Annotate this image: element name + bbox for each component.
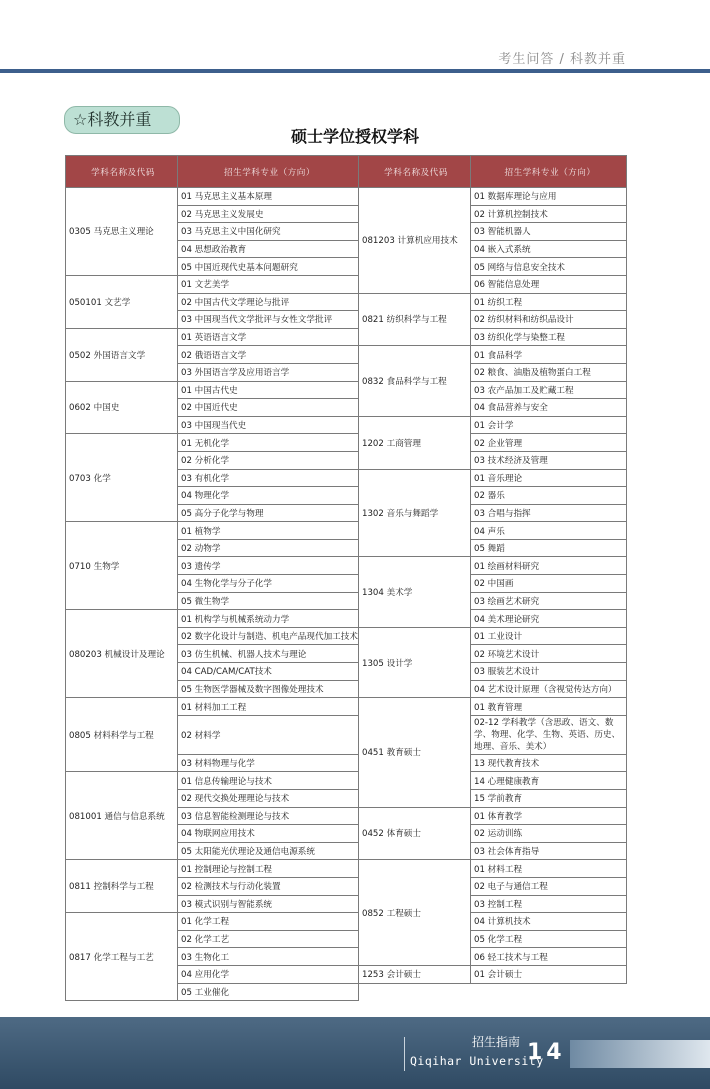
table-row: [66, 434, 627, 452]
major-item-right: 03 绘画艺术研究: [471, 592, 627, 610]
major-item-left: 03 材料物理与化学: [178, 754, 359, 772]
header-discipline-right: 学科名称及代码: [359, 156, 471, 188]
major-item-right: 02 企业管理: [471, 434, 627, 452]
major-item-left: 05 微生物学: [178, 592, 359, 610]
discipline-name-left: 0805 材料科学与工程: [66, 698, 178, 772]
table-row: [66, 913, 627, 931]
major-item-left: 01 马克思主义基本原理: [178, 188, 359, 206]
header-discipline-left: 学科名称及代码: [66, 156, 178, 188]
major-item-left: 04 物联网应用技术: [178, 825, 359, 843]
footer-gradient-bar: [570, 1040, 710, 1068]
major-item-right: 02 中国画: [471, 575, 627, 593]
major-item-right: 03 合唱与指挥: [471, 504, 627, 522]
major-item-right: 03 纺织化学与染整工程: [471, 328, 627, 346]
major-item-right: 03 智能机器人: [471, 223, 627, 241]
discipline-name-left: 081001 通信与信息系统: [66, 772, 178, 860]
discipline-name-right: 0451 教育硕士: [359, 698, 471, 807]
major-item-left: 02 马克思主义发展史: [178, 205, 359, 223]
table-row: [66, 275, 627, 293]
major-item-left: 03 马克思主义中国化研究: [178, 223, 359, 241]
major-item-right: 02 粮食、油脂及植物蛋白工程: [471, 363, 627, 381]
major-item-left: 01 无机化学: [178, 434, 359, 452]
page-title: 硕士学位授权学科: [290, 127, 419, 146]
major-item-right: 01 数据库理论与应用: [471, 188, 627, 206]
discipline-name-left: 0817 化学工程与工艺: [66, 913, 178, 1001]
major-item-right: 01 食品科学: [471, 346, 627, 364]
major-item-right: 04 美术理论研究: [471, 610, 627, 628]
table-row: [66, 860, 627, 878]
discipline-name-left: 0710 生物学: [66, 522, 178, 610]
discipline-name-right: 0452 体育硕士: [359, 807, 471, 860]
major-item-left: 02 俄语语言文学: [178, 346, 359, 364]
major-item-left: 01 中国古代史: [178, 381, 359, 399]
footer-university: Qiqihar University: [410, 1054, 544, 1068]
table-row: [66, 772, 627, 790]
major-item-left: 05 高分子化学与物理: [178, 504, 359, 522]
major-item-left: 02 检测技术与行动化装置: [178, 877, 359, 895]
discipline-name-right: 1304 美术学: [359, 557, 471, 627]
discipline-name-left: 0602 中国史: [66, 381, 178, 434]
major-item-right: 02 运动训练: [471, 825, 627, 843]
discipline-name-left: 050101 文艺学: [66, 275, 178, 328]
major-item-right: 02 器乐: [471, 487, 627, 505]
major-item-left: 01 材料加工工程: [178, 698, 359, 716]
major-item-left: 02 材料学: [178, 715, 359, 754]
major-item-right: 15 学前教育: [471, 790, 627, 808]
major-item-right: 05 舞蹈: [471, 539, 627, 557]
major-item-right: 03 社会体育指导: [471, 842, 627, 860]
major-item-left: 03 中国现当代史: [178, 416, 359, 434]
major-item-left: 02 动物学: [178, 539, 359, 557]
major-item-left: 05 生物医学器械及数字图像处理技术: [178, 680, 359, 698]
discipline-name-right: 1305 设计学: [359, 627, 471, 697]
discipline-name-left: 080203 机械设计及理论: [66, 610, 178, 698]
major-item-right: 01 工业设计: [471, 627, 627, 645]
major-item-right: 01 教育管理: [471, 698, 627, 716]
table-body: [66, 188, 627, 1001]
discipline-name-right: 081203 计算机应用技术: [359, 188, 471, 294]
table-row: [66, 188, 627, 206]
major-item-right: 01 材料工程: [471, 860, 627, 878]
discipline-name-right: 1253 会计硕士: [359, 965, 471, 983]
header-major-right: 招生学科专业（方向）: [471, 156, 627, 188]
major-item-right: 03 服装艺术设计: [471, 663, 627, 681]
discipline-name-left: 0305 马克思主义理论: [66, 188, 178, 276]
header-rule: [0, 69, 710, 73]
major-item-right: 05 化学工程: [471, 930, 627, 948]
major-item-right: 03 控制工程: [471, 895, 627, 913]
major-item-left: 02 中国近代史: [178, 399, 359, 417]
major-item-left: 05 工业催化: [178, 983, 359, 1001]
major-item-left: 03 外国语言学及应用语言学: [178, 363, 359, 381]
major-item-right: 01 会计学: [471, 416, 627, 434]
table-row: [66, 328, 627, 346]
footer-guide-label: 招生指南: [472, 1035, 521, 1049]
major-item-left: 01 控制理论与控制工程: [178, 860, 359, 878]
major-item-left: 04 物理化学: [178, 487, 359, 505]
major-item-right: 02 计算机控制技术: [471, 205, 627, 223]
header-major-left: 招生学科专业（方向）: [178, 156, 359, 188]
breadcrumb: 考生问答 / 科教并重: [498, 52, 626, 67]
discipline-name-left: 0811 控制科学与工程: [66, 860, 178, 913]
table-header-row: [66, 156, 627, 188]
major-item-left: 03 生物化工: [178, 948, 359, 966]
major-item-left: 03 遗传学: [178, 557, 359, 575]
major-item-right: 04 食品营养与安全: [471, 399, 627, 417]
major-item-left: 03 中国现当代文学批评与女性文学批评: [178, 311, 359, 329]
major-item-right: 02 电子与通信工程: [471, 877, 627, 895]
major-item-right: 01 会计硕士: [471, 965, 627, 983]
major-item-left: 02 化学工艺: [178, 930, 359, 948]
major-item-right: 01 纺织工程: [471, 293, 627, 311]
major-item-right: 03 技术经济及管理: [471, 451, 627, 469]
major-item-right: 04 艺术设计原理（含视觉传达方向）: [471, 680, 627, 698]
major-item-right: 02 纺织材料和纺织品设计: [471, 311, 627, 329]
major-item-left: 01 英语语言文学: [178, 328, 359, 346]
major-item-right: 13 现代教育技术: [471, 754, 627, 772]
major-item-left: 04 应用化学: [178, 965, 359, 983]
major-item-left: 02 现代交换处理理论与技术: [178, 790, 359, 808]
major-item-right: 04 声乐: [471, 522, 627, 540]
discipline-name-right: 0852 工程硕士: [359, 860, 471, 966]
major-item-right: 06 轻工技术与工程: [471, 948, 627, 966]
major-item-left: 01 信息传输理论与技术: [178, 772, 359, 790]
discipline-name-right: 0821 纺织科学与工程: [359, 293, 471, 346]
major-item-left: 01 文艺美学: [178, 275, 359, 293]
page-number: 14: [527, 1040, 566, 1065]
major-item-left: 02 中国古代文学理论与批评: [178, 293, 359, 311]
table-row: [66, 698, 627, 716]
discipline-name-right: 1302 音乐与舞蹈学: [359, 469, 471, 557]
major-item-left: 02 分析化学: [178, 451, 359, 469]
major-item-left: 04 CAD/CAM/CAT技术: [178, 663, 359, 681]
major-item-left: 04 生物化学与分子化学: [178, 575, 359, 593]
major-item-right: 04 计算机技术: [471, 913, 627, 931]
footer-divider: [404, 1037, 405, 1071]
major-item-right: 02-12 学科教学（含思政、语文、数学、物理、化学、生物、英语、历史、地理、音乐、美术）: [471, 715, 627, 754]
table-row: [66, 610, 627, 628]
major-item-right: 06 智能信息处理: [471, 275, 627, 293]
major-item-right: 02 环境艺术设计: [471, 645, 627, 663]
discipline-name-left: 0703 化学: [66, 434, 178, 522]
major-item-left: 03 信息智能检测理论与技术: [178, 807, 359, 825]
discipline-table: [65, 155, 627, 1001]
discipline-name-right: 0832 食品科学与工程: [359, 346, 471, 416]
major-item-right: 01 绘画材料研究: [471, 557, 627, 575]
discipline-name-left: 0502 外国语言文学: [66, 328, 178, 381]
major-item-left: 03 仿生机械、机器人技术与理论: [178, 645, 359, 663]
major-item-left: 01 化学工程: [178, 913, 359, 931]
table-row: [66, 381, 627, 399]
major-item-left: 01 机构学与机械系统动力学: [178, 610, 359, 628]
major-item-left: 03 有机化学: [178, 469, 359, 487]
major-item-right: 05 网络与信息安全技术: [471, 258, 627, 276]
major-item-left: 05 中国近现代史基本问题研究: [178, 258, 359, 276]
section-tag: ☆科教并重: [64, 106, 180, 134]
discipline-name-right: 1202 工商管理: [359, 416, 471, 469]
major-item-right: 01 体育教学: [471, 807, 627, 825]
major-item-right: 04 嵌入式系统: [471, 240, 627, 258]
major-item-right: 01 音乐理论: [471, 469, 627, 487]
major-item-right: 14 心理健康教育: [471, 772, 627, 790]
major-item-left: 04 思想政治教育: [178, 240, 359, 258]
major-item-left: 01 植物学: [178, 522, 359, 540]
major-item-left: 05 太阳能光伏理论及通信电源系统: [178, 842, 359, 860]
major-item-left: 03 模式识别与智能系统: [178, 895, 359, 913]
table-row: [66, 522, 627, 540]
major-item-left: 02 数字化设计与制造、机电产品现代加工技术: [178, 627, 359, 645]
major-item-right: 03 农产品加工及贮藏工程: [471, 381, 627, 399]
